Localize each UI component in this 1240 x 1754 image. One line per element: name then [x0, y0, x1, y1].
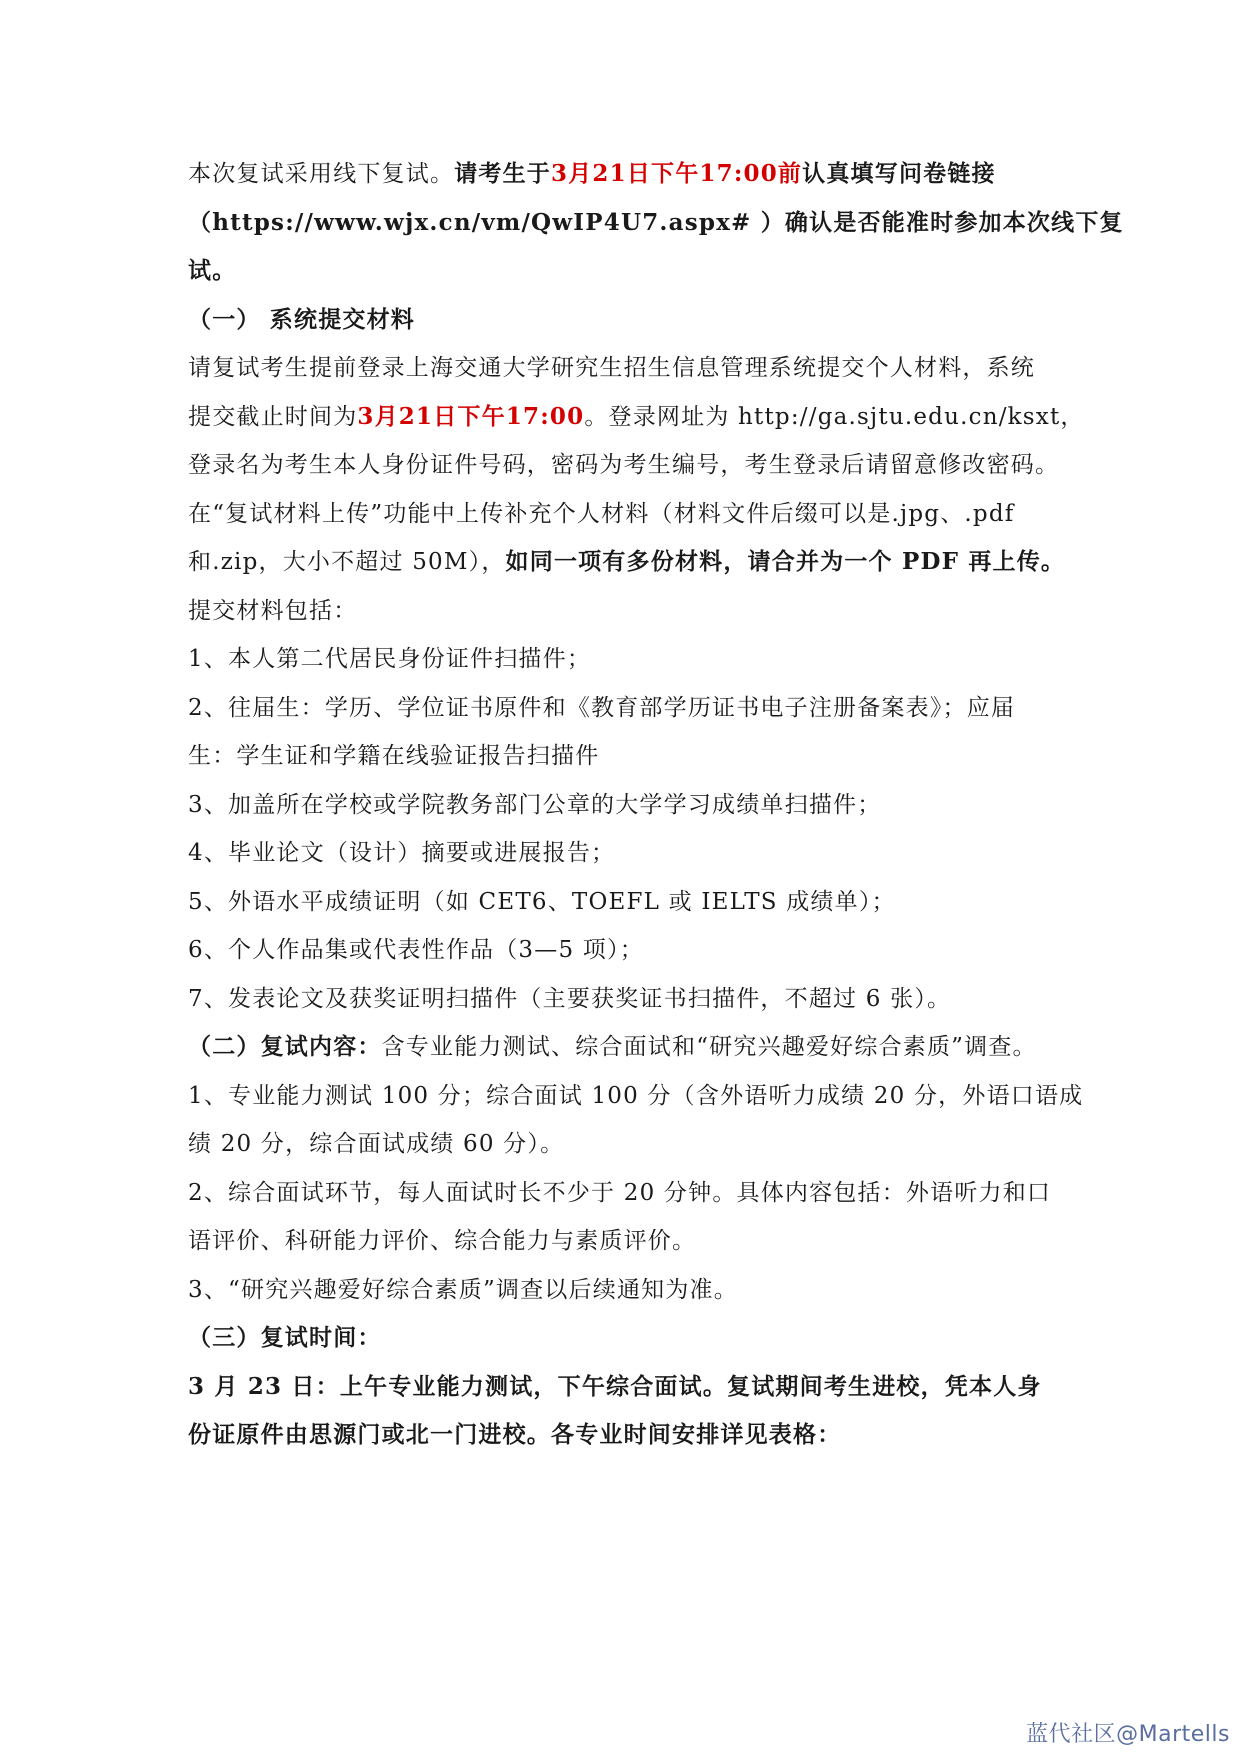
section-1-line-2 [188, 393, 1085, 442]
section-3-heading: （三）复试时间： [188, 1324, 382, 1351]
section-1-line-6: 提交材料包括： [188, 597, 358, 624]
paragraph-intro-line-3: 试。 [188, 257, 237, 284]
content-item-3: 3、“研究兴趣爱好综合素质”调查以后续通知为准。 [188, 1276, 738, 1303]
section-1-line-3: 登录名为考生本人身份证件号码，密码为考生编号，考生登录后请留意修改密码。 [188, 452, 1060, 478]
content-item-2: 2、综合面试环节，每人面试时长不少于 20 分钟。具体内容包括：外语听力和口 [188, 1179, 1052, 1206]
section-1-line-5 [188, 538, 1068, 587]
watermark: 蓝代社区@Martells [1026, 1722, 1230, 1747]
login-url-text: 。登录网址为 http://ga.sjtu.edu.cn/ksxt， [584, 403, 1085, 430]
section-2-heading-label: （二）复试内容： [188, 1033, 382, 1060]
deadline-highlight: 3月21日下午17:00前 [551, 160, 803, 187]
document-page [188, 150, 1124, 1460]
materials-item-7: 7、发表论文及获奖证明扫描件（主要获奖证书扫描件，不超过 6 张）。 [188, 985, 952, 1012]
paragraph-intro-line-2: （https://www.wjx.cn/vm/QwIP4U7.aspx# ）确认是否能准时参加本次线下复 [188, 208, 1124, 236]
section-2-heading [188, 1023, 1068, 1072]
intro-text: 本次复试采用线下复试。 [188, 161, 455, 187]
section-2-heading-rest: 含专业能力测试、综合面试和“研究兴趣爱好综合素质”调查。 [381, 1034, 1037, 1060]
intro-instruction: 请考生于 [454, 160, 552, 187]
intro-instruction-cont: 认真填写问卷链接 [802, 160, 996, 187]
materials-item-2-cont: 生：学生证和学籍在线验证报告扫描件 [188, 743, 600, 769]
deadline-label: 提交截止时间为 [188, 403, 358, 430]
merge-instruction: 如同一项有多份材料，请合并为一个 PDF 再上传。 [505, 548, 1066, 575]
section-3-line-1: 3 月 23 日：上午专业能力测试，下午综合面试。复试期间考生进校，凭本人身 [188, 1372, 1042, 1400]
paragraph-intro-line-1 [188, 150, 1068, 199]
file-size-text: 和.zip，大小不超过 50M）， [188, 549, 506, 575]
section-1-line-4: 在“复试材料上传”功能中上传补充个人材料（材料文件后缀可以是.jpg、.pdf [188, 500, 1015, 527]
section-1-heading: （一） 系统提交材料 [188, 305, 416, 333]
section-1-line-1: 请复试考生提前登录上海交通大学研究生招生信息管理系统提交个人材料，系统 [188, 355, 1035, 381]
materials-item-6: 6、个人作品集或代表性作品（3—5 项）； [188, 937, 644, 963]
materials-item-5: 5、外语水平成绩证明（如 CET6、TOEFL 或 IELTS 成绩单）； [188, 888, 896, 915]
materials-item-3: 3、加盖所在学校或学院教务部门公章的大学学习成绩单扫描件； [188, 791, 882, 818]
materials-item-4: 4、毕业论文（设计）摘要或进展报告； [188, 840, 616, 866]
content-item-1: 1、专业能力测试 100 分；综合面试 100 分（含外语听力成绩 20 分，外语口语成 [188, 1082, 1084, 1109]
content-item-2-cont: 语评价、科研能力评价、综合能力与素质评价。 [188, 1228, 697, 1254]
deadline-highlight-2: 3月21日下午17:00 [357, 402, 585, 430]
materials-item-2: 2、往届生：学历、学位证书原件和《教育部学历证书电子注册备案表》；应届 [188, 694, 1016, 721]
materials-item-1: 1、本人第二代居民身份证件扫描件； [188, 646, 592, 672]
content-item-1-cont: 绩 20 分，综合面试成绩 60 分）。 [188, 1131, 565, 1157]
section-3-line-2: 份证原件由思源门或北一门进校。各专业时间安排详见表格： [188, 1421, 842, 1448]
